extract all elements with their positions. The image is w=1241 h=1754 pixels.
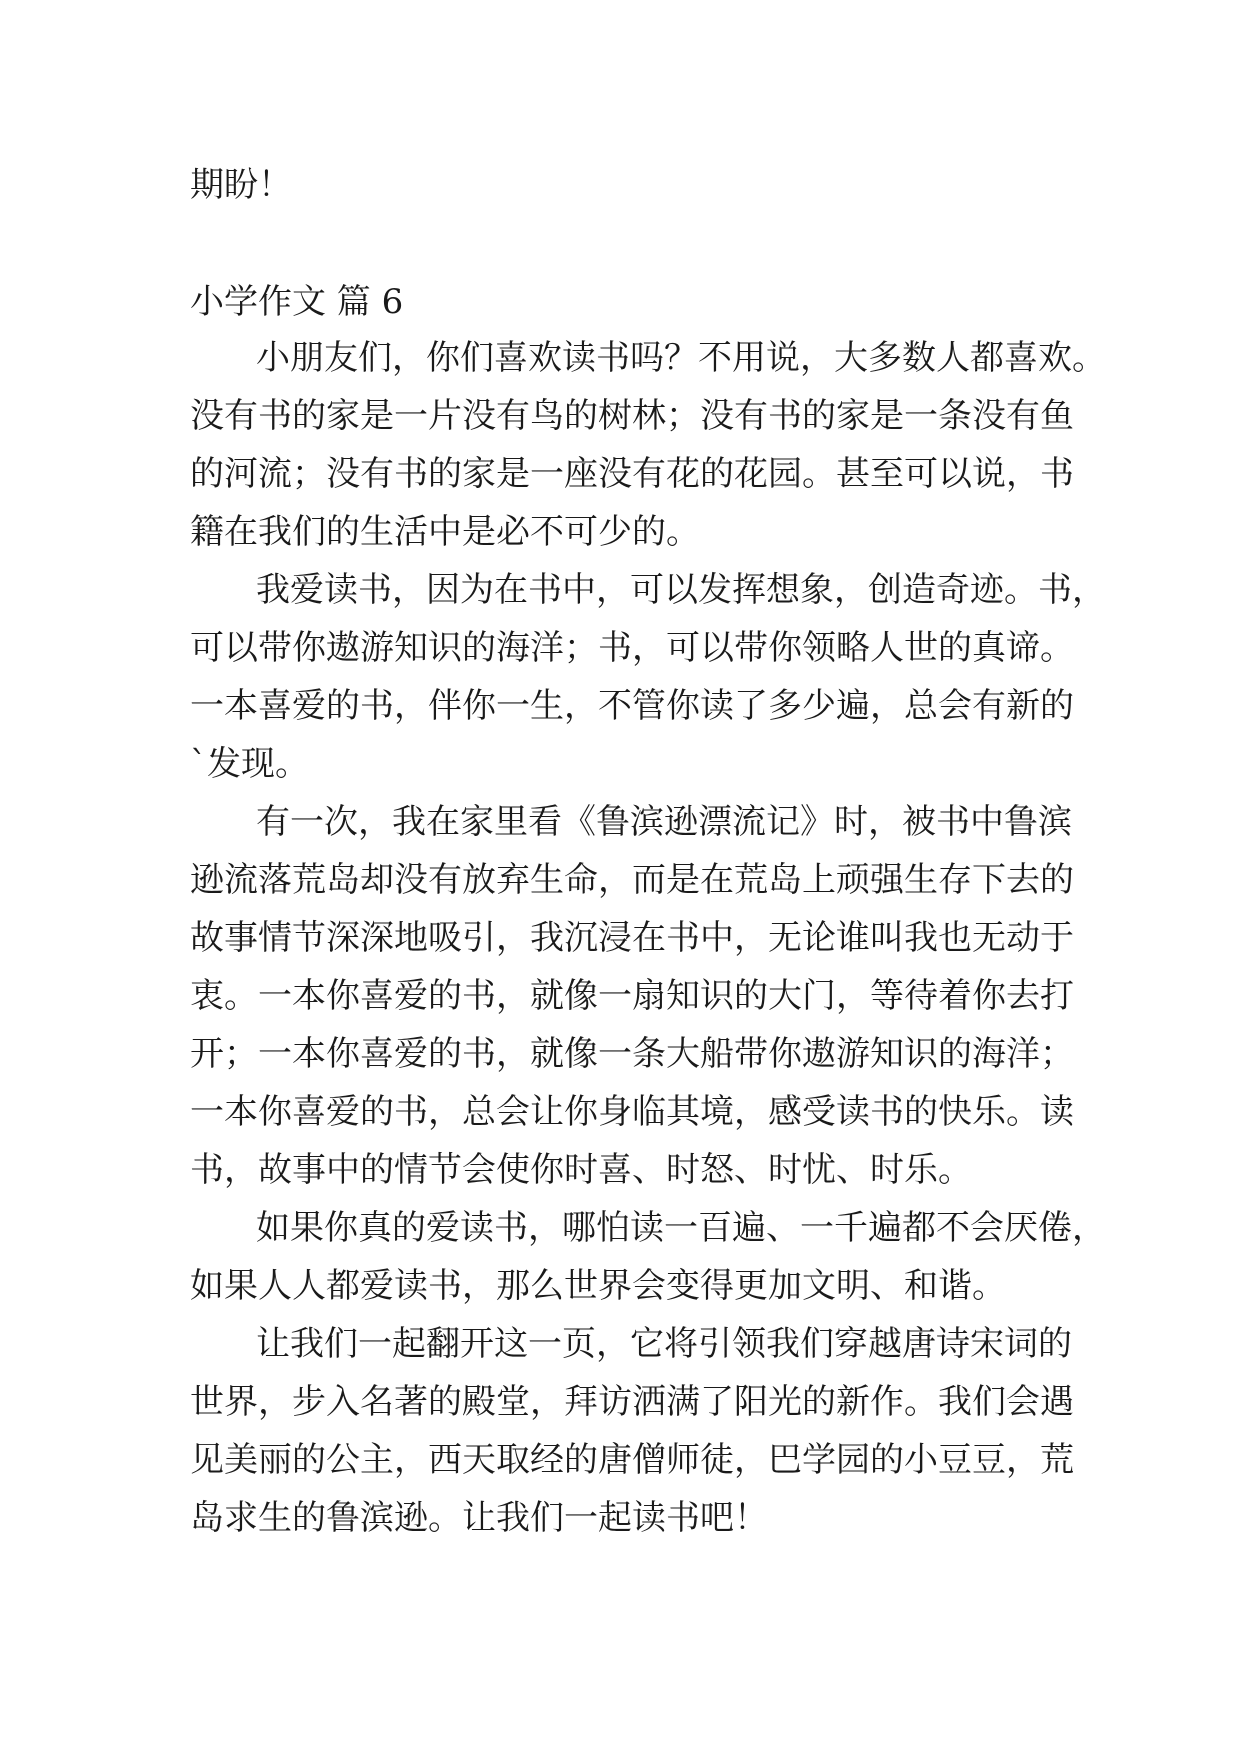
paragraph-4-line-1: 如果你真的爱读书，哪怕读一百遍、一千遍都不会厌倦， <box>256 1208 1106 1248</box>
section-title: 小学作文 篇 6 <box>190 282 404 322</box>
paragraph-5-line-3: 见美丽的公主，西天取经的唐僧师徒，巴学园的小豆豆，荒 <box>190 1440 1074 1480</box>
paragraph-3-line-7: 书，故事中的情节会使你时喜、时怒、时忧、时乐。 <box>190 1150 972 1190</box>
paragraph-5-line-4: 岛求生的鲁滨逊。让我们一起读书吧！ <box>190 1498 768 1538</box>
paragraph-1-line-3: 的河流；没有书的家是一座没有花的花园。甚至可以说，书 <box>190 454 1074 494</box>
paragraph-5-line-1: 让我们一起翻开这一页，它将引领我们穿越唐诗宋词的 <box>256 1324 1072 1364</box>
paragraph-1-line-1: 小朋友们，你们喜欢读书吗？不用说，大多数人都喜欢。 <box>256 338 1106 378</box>
paragraph-2-line-2: 可以带你遨游知识的海洋；书，可以带你领略人世的真谛。 <box>190 628 1074 668</box>
paragraph-1-line-4: 籍在我们的生活中是必不可少的。 <box>190 512 700 552</box>
paragraph-3-line-1: 有一次，我在家里看《鲁滨逊漂流记》时，被书中鲁滨 <box>256 802 1072 842</box>
paragraph-3-line-2: 逊流落荒岛却没有放弃生命，而是在荒岛上顽强生存下去的 <box>190 860 1074 900</box>
paragraph-1-line-2: 没有书的家是一片没有鸟的树林；没有书的家是一条没有鱼 <box>190 396 1074 436</box>
paragraph-2-line-3: 一本喜爱的书，伴你一生，不管你读了多少遍，总会有新的 <box>190 686 1074 726</box>
paragraph-3-line-6: 一本你喜爱的书，总会让你身临其境，感受读书的快乐。读 <box>190 1092 1074 1132</box>
paragraph-4-line-2: 如果人人都爱读书，那么世界会变得更加文明、和谐。 <box>190 1266 1006 1306</box>
paragraph-2-line-4: `发现。 <box>190 744 309 784</box>
paragraph-2-line-1: 我爱读书，因为在书中，可以发挥想象，创造奇迹。书， <box>256 570 1106 610</box>
paragraph-3-line-3: 故事情节深深地吸引，我沉浸在书中，无论谁叫我也无动于 <box>190 918 1074 958</box>
paragraph-3-line-4: 衷。一本你喜爱的书，就像一扇知识的大门，等待着你去打 <box>190 976 1074 1016</box>
top-fragment: 期盼！ <box>190 165 292 205</box>
paragraph-5-line-2: 世界，步入名著的殿堂，拜访洒满了阳光的新作。我们会遇 <box>190 1382 1074 1422</box>
paragraph-3-line-5: 开；一本你喜爱的书，就像一条大船带你遨游知识的海洋； <box>190 1034 1074 1074</box>
